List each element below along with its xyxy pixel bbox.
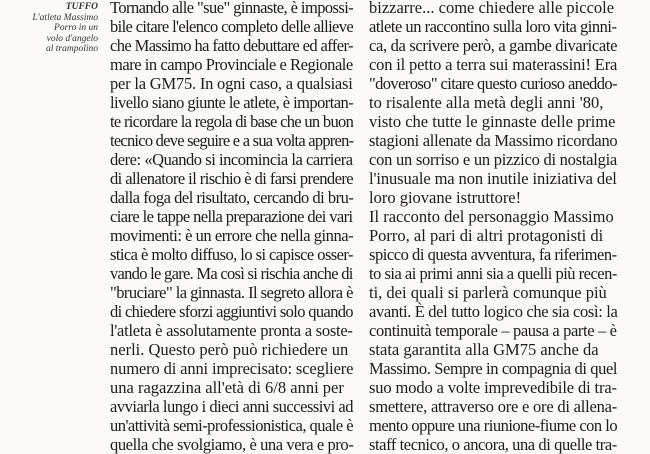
text-line: quella che svolgiamo, è una vera e pro-	[110, 435, 354, 454]
caption-line: volo d'angelo	[46, 33, 98, 44]
text-line: Massimo. Sempre in compagnia di quel	[369, 359, 618, 378]
text-line: stica è molto diffuso, lo si capisce osser-	[110, 245, 353, 264]
text-line: per la GM75. In ogni caso, a qualsiasi	[110, 74, 353, 93]
text-line: con un sorriso e un pizzico di nostalgia	[369, 150, 617, 169]
text-line: spicco di questa avventura, fa riferimen-	[369, 245, 617, 264]
text-line: avanti. È del tutto logico che sia così: la	[369, 302, 618, 321]
text-line: una ragazzina all'età di 6/8 anni per	[110, 378, 344, 397]
text-line: tecnico deve seguire e a sua volta appren-	[110, 131, 354, 150]
photo-caption	[22, 2, 98, 55]
text-line: che Massimo ha fatto debuttare ed affer-	[110, 36, 353, 55]
text-line: Porro, al pari di altri protagonisti di	[369, 226, 604, 245]
text-line: staff tecnico, o ancora, una di quelle tra-	[369, 435, 617, 454]
text-line: "doveroso" citare questo curioso aneddo-	[369, 74, 617, 93]
article-column-right	[369, 0, 617, 454]
text-line: ca, da scrivere però, a gambe divaricate	[369, 36, 618, 55]
caption-line: L'atleta Massimo	[32, 12, 98, 23]
caption-title: TUFFO	[65, 2, 98, 12]
text-line: dalla foga del risultato, cercando di bru-	[110, 188, 354, 207]
text-line: to risalente alla metà degli anni '80,	[369, 93, 604, 112]
text-line: l'atleta è assolutamente pronta a soste-	[110, 321, 353, 340]
caption-line: Porro in un	[54, 23, 98, 33]
text-line: "bruciare" la ginnasta. Il segreto allora è	[110, 283, 353, 302]
text-line: stagioni allenate da Massimo ricordano	[369, 131, 618, 150]
text-line: Tornando alle "sue" ginnaste, è impossi-	[110, 0, 354, 17]
text-line: l'inusuale ma non inutile iniziativa del	[369, 169, 617, 188]
text-line: nerli. Questo però può richiedere un	[110, 340, 349, 359]
text-line: numero di anni imprecisato: scegliere	[110, 359, 354, 378]
caption-line: al trampolino	[46, 44, 98, 54]
text-line: te ricordare la regola di base che un buon	[110, 112, 354, 131]
text-line: ti, dei quali si parlerà comunque più	[369, 283, 607, 302]
text-line: un'attività semi-professionistica, quale è	[110, 416, 354, 435]
text-line: di allenatore il rischio è di farsi prendere	[110, 169, 354, 188]
text-line: ciare le tappe nella preparazione dei vari	[110, 207, 353, 226]
text-line: Il racconto del personaggio Massimo	[369, 207, 614, 226]
text-line: livello siano giunte le atlete, è importan-	[110, 93, 354, 112]
text-line: con il petto a terra sui materassini! Era	[369, 55, 618, 74]
article-column-left	[110, 0, 353, 454]
text-line: smettere, attraverso ore e ore di allena-	[369, 397, 617, 416]
text-line: bile citare l'elenco completo delle allieve	[110, 17, 354, 36]
text-line: continuità temporale – pausa a parte – è	[369, 321, 617, 340]
text-line: movimenti: è un errore che nella ginna-	[110, 226, 354, 245]
text-line: bizzarre... come chiedere alle piccole	[369, 0, 615, 17]
text-line: dere: «Quando si incomincia la carriera	[110, 150, 353, 169]
text-line: to sia ai primi anni sia a quelli più recen-	[369, 264, 617, 283]
text-line: suo modo a volte imprevedibile di tra-	[369, 378, 617, 397]
text-line: loro giovane istruttore!	[369, 188, 522, 207]
text-line: di chiedere sforzi aggiuntivi solo quando	[110, 302, 353, 321]
text-line: atlete un raccontino sulla loro vita ginni-	[369, 17, 617, 36]
text-line: mento oppure una riunione-fiume con lo	[369, 416, 618, 435]
text-line: avviarla lungo i dieci anni successivi ad	[110, 397, 353, 416]
text-line: vando le gare. Ma così si rischia anche di	[110, 264, 353, 283]
text-line: visto che tutte le ginnaste delle prime	[369, 112, 616, 131]
text-line: stata garantita alla GM75 anche da	[369, 340, 599, 359]
text-line: mare in campo Provinciale e Regionale	[110, 55, 353, 74]
